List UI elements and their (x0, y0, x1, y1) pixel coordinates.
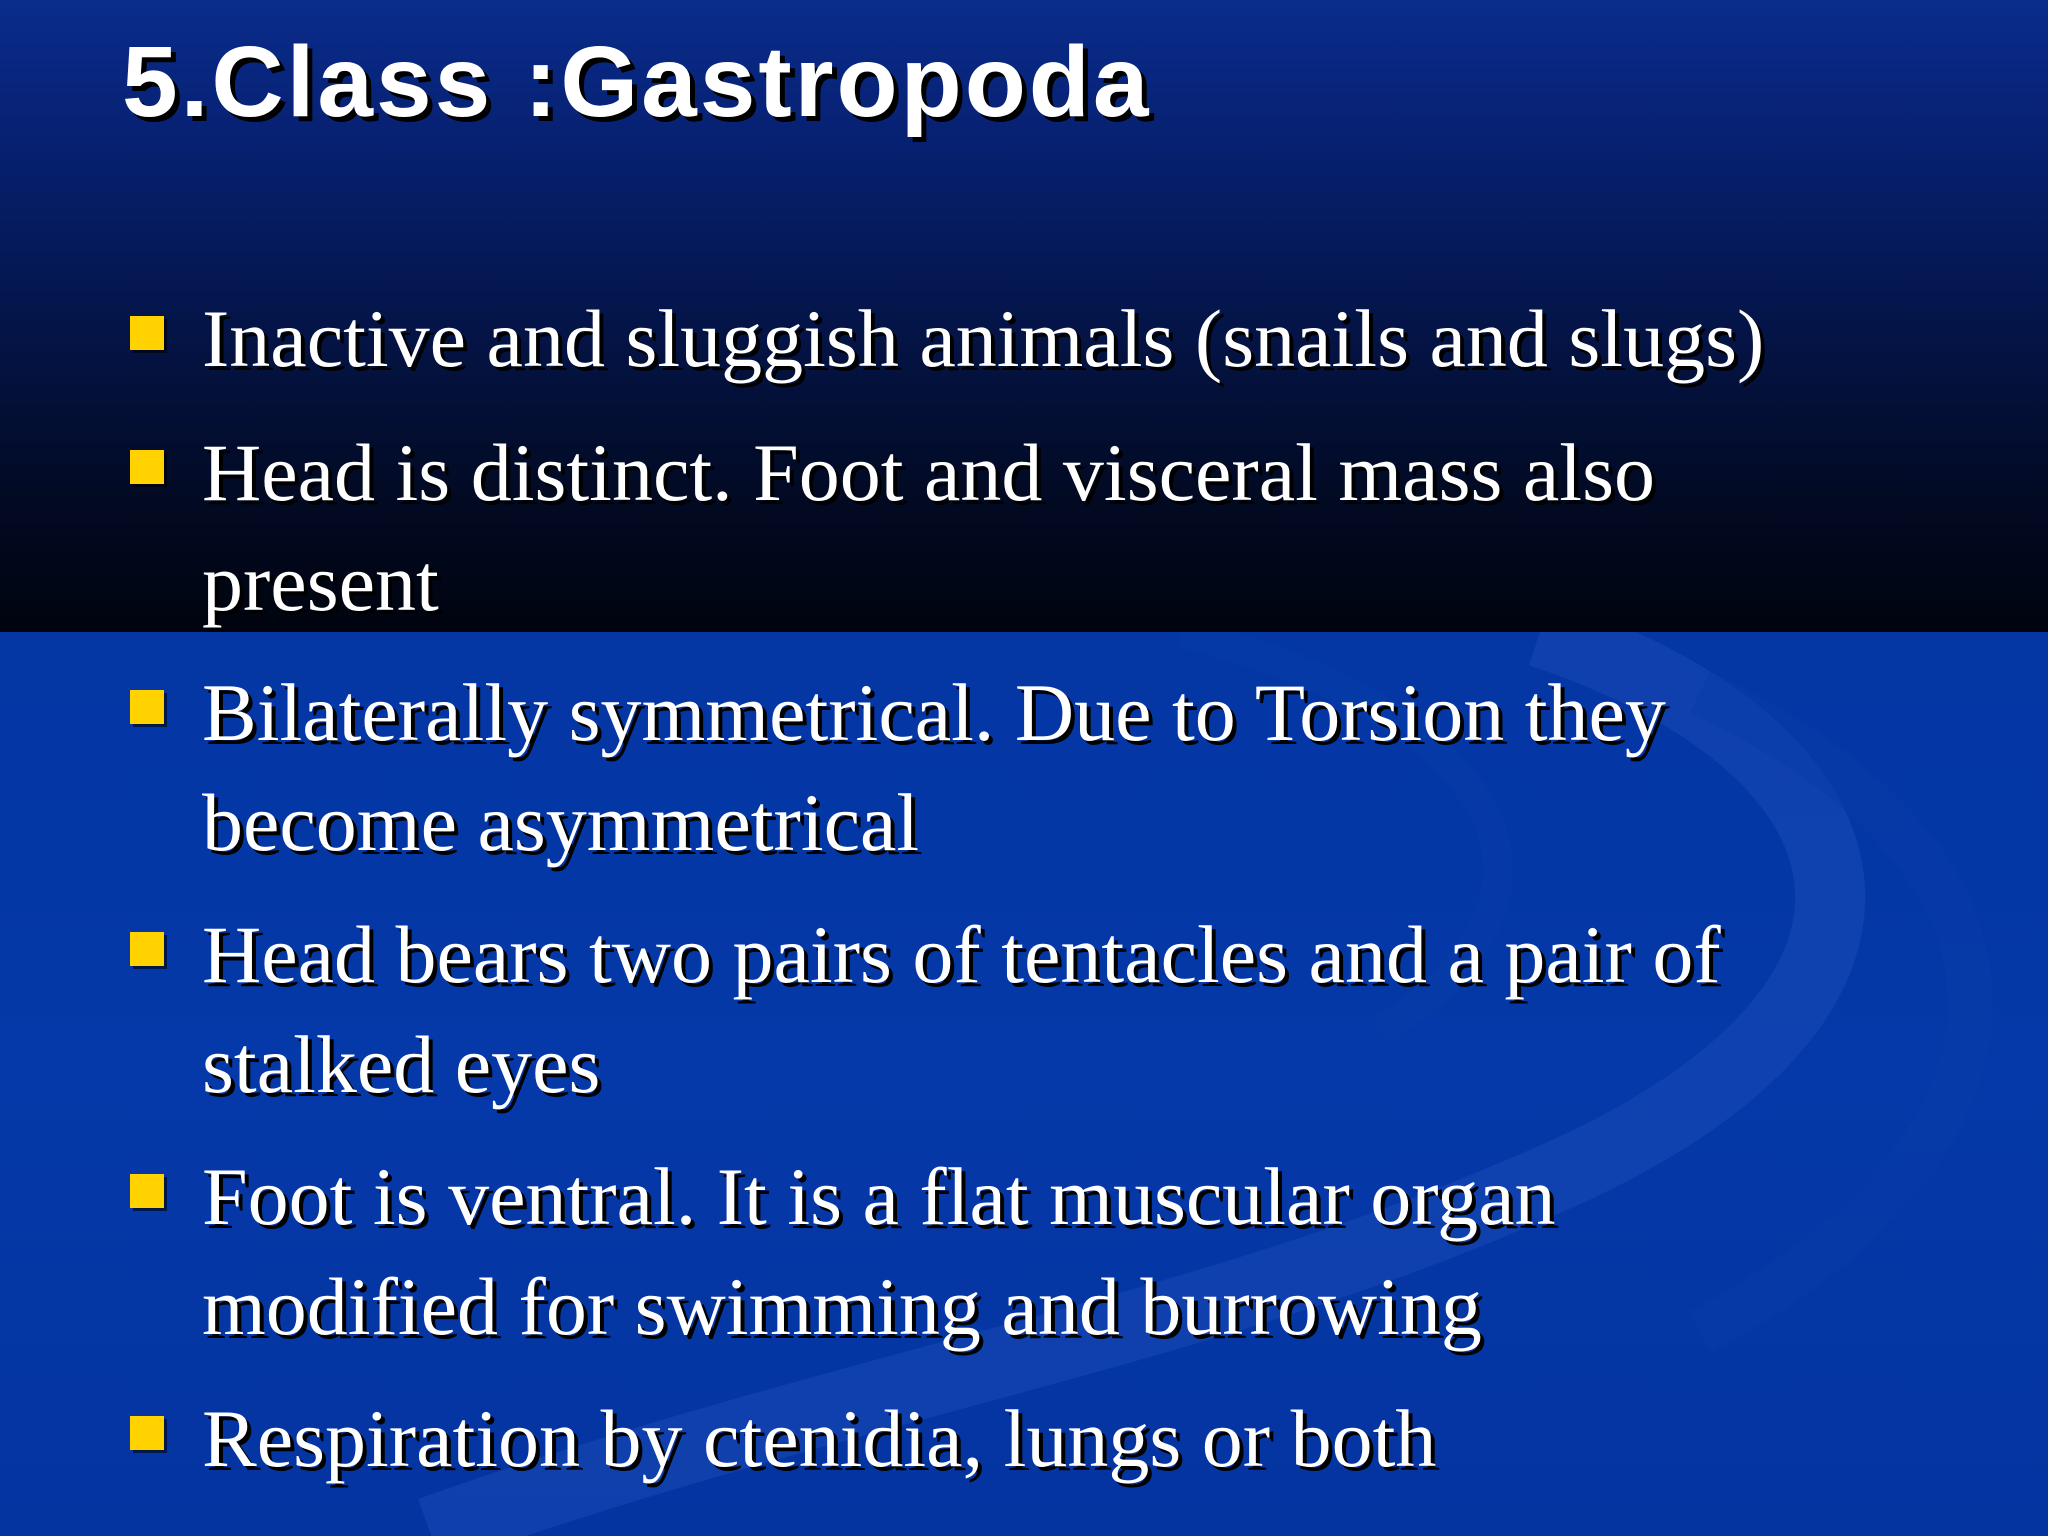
bullet-text (202, 658, 1902, 878)
bullet-line: become asymmetrical (202, 777, 920, 868)
bullet-text (202, 900, 1902, 1120)
bullet-text (202, 1142, 1902, 1362)
bullet-line: Head is distinct. Foot and visceral mass also (202, 427, 1655, 518)
square-bullet-icon (130, 450, 164, 484)
bullet-line: Foot is ventral. It is a flat muscular organ (202, 1151, 1556, 1242)
bullet-line: present (202, 537, 439, 628)
bullet-line: modified for swimming and burrowing (202, 1261, 1482, 1352)
bullet-line: stalked eyes (202, 1019, 601, 1110)
square-bullet-icon (130, 1416, 164, 1450)
slide-title: 5.Class :Gastropoda (122, 26, 1152, 138)
square-bullet-icon (130, 1174, 164, 1208)
bullet-line: Inactive and sluggish animals (snails and slugs) (202, 293, 1765, 384)
bullet-line: Respiration by ctenidia, lungs or both (202, 1393, 1437, 1484)
square-bullet-icon (130, 690, 164, 724)
bullet-text (202, 284, 1902, 394)
square-bullet-icon (130, 316, 164, 350)
bullet-line: Head bears two pairs of tentacles and a pair of (202, 909, 1721, 1000)
square-bullet-icon (130, 932, 164, 966)
bullet-text (202, 1384, 1902, 1494)
bullet-text (202, 418, 1902, 638)
bullet-line: Bilaterally symmetrical. Due to Torsion they (202, 667, 1666, 758)
